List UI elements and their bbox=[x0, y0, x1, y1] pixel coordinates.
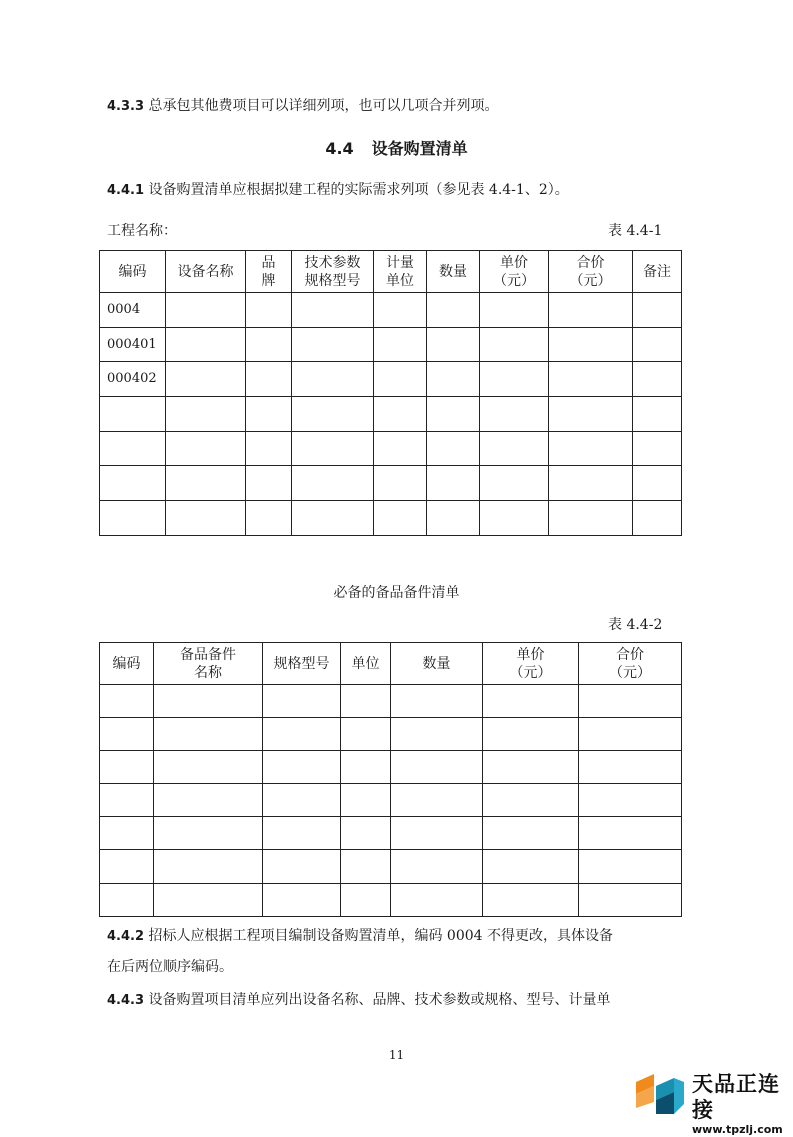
table-cell bbox=[292, 501, 374, 536]
table-cell bbox=[483, 685, 579, 718]
table-cell bbox=[549, 397, 633, 432]
table1-header-8 bbox=[633, 251, 682, 293]
table-cell bbox=[427, 431, 480, 466]
header-text: 计量 bbox=[386, 254, 414, 271]
header-text: 单位 bbox=[351, 655, 380, 672]
section-number: 4.4 bbox=[325, 139, 354, 158]
table-cell bbox=[374, 327, 427, 362]
table-cell bbox=[341, 685, 391, 718]
table-row bbox=[100, 685, 682, 718]
table-cell bbox=[263, 751, 341, 784]
clause-text: 总承包其他费项目可以详细列项，也可以几项合并列项。 bbox=[148, 98, 499, 114]
header-text: 牌 bbox=[261, 272, 276, 289]
table-cell bbox=[100, 685, 154, 718]
table1-header-2 bbox=[246, 251, 292, 293]
table-cell bbox=[633, 293, 682, 328]
section-title: 设备购置清单 bbox=[371, 139, 468, 158]
table-cell bbox=[154, 718, 263, 751]
spare-parts-table bbox=[99, 642, 682, 917]
table-cell bbox=[480, 293, 549, 328]
table-cell bbox=[166, 431, 246, 466]
clause-number: 4.4.1 bbox=[107, 183, 145, 198]
table-cell bbox=[549, 293, 633, 328]
table-cell bbox=[483, 784, 579, 817]
table-cell bbox=[483, 718, 579, 751]
header-text: 单位 bbox=[386, 272, 414, 289]
table1-header-5 bbox=[427, 251, 480, 293]
table-cell bbox=[480, 362, 549, 397]
table-cell bbox=[483, 883, 579, 916]
table-cell bbox=[166, 397, 246, 432]
header-text: 备品备件 bbox=[180, 646, 236, 663]
table-row bbox=[100, 817, 682, 850]
table-cell bbox=[292, 293, 374, 328]
header-text: （元） bbox=[569, 272, 612, 289]
page-number: 11 bbox=[388, 1048, 405, 1062]
table2-header-3 bbox=[341, 643, 391, 685]
code-cell: 0004 bbox=[100, 293, 166, 328]
header-text: 规格型号 bbox=[273, 655, 330, 672]
table-cell bbox=[391, 817, 483, 850]
table-row bbox=[100, 362, 682, 397]
header-text: 品 bbox=[261, 254, 276, 271]
table-cell bbox=[154, 817, 263, 850]
table-cell bbox=[549, 327, 633, 362]
watermark-url: www.tpzlj.com bbox=[692, 1123, 783, 1136]
header-text: 编码 bbox=[118, 263, 147, 280]
table-cell bbox=[427, 293, 480, 328]
table-cell bbox=[480, 327, 549, 362]
table-cell bbox=[579, 685, 682, 718]
table-cell bbox=[427, 501, 480, 536]
paragraph-4-4-1 bbox=[107, 180, 569, 201]
table-cell bbox=[341, 817, 391, 850]
clause-text: 设备购置清单应根据拟建工程的实际需求列项（参见表 4.4-1、2）。 bbox=[148, 182, 569, 198]
table2-header-5 bbox=[483, 643, 579, 685]
table-cell bbox=[579, 718, 682, 751]
table-cell bbox=[391, 751, 483, 784]
code-cell bbox=[100, 466, 166, 501]
table-cell bbox=[341, 850, 391, 883]
clause-number: 4.4.3 bbox=[107, 993, 145, 1008]
table-cell bbox=[633, 327, 682, 362]
table-cell bbox=[341, 718, 391, 751]
table-cell bbox=[483, 850, 579, 883]
table-cell bbox=[391, 850, 483, 883]
header-text: 合价 bbox=[576, 254, 605, 271]
table1-header-0 bbox=[100, 251, 166, 293]
table-cell bbox=[341, 784, 391, 817]
table-cell bbox=[166, 293, 246, 328]
table-cell bbox=[292, 362, 374, 397]
code-cell: 000402 bbox=[100, 362, 166, 397]
table-cell bbox=[292, 466, 374, 501]
table-row bbox=[100, 501, 682, 536]
table-cell bbox=[391, 883, 483, 916]
header-text: （元） bbox=[509, 664, 552, 681]
table-cell bbox=[549, 362, 633, 397]
table-cell bbox=[549, 501, 633, 536]
table-cell bbox=[154, 784, 263, 817]
table-cell bbox=[166, 362, 246, 397]
project-name-label: 工程名称： bbox=[107, 223, 177, 239]
table-cell bbox=[483, 751, 579, 784]
table-cell bbox=[246, 466, 292, 501]
table-cell bbox=[633, 501, 682, 536]
table-row bbox=[100, 293, 682, 328]
paragraph-4-4-2-continued: 在后两位顺序编码。 bbox=[107, 959, 233, 975]
table-cell bbox=[374, 466, 427, 501]
header-text: 备注 bbox=[643, 263, 671, 280]
table2-header-6 bbox=[579, 643, 682, 685]
table-cell bbox=[246, 362, 292, 397]
table-cell bbox=[374, 501, 427, 536]
table-cell bbox=[100, 850, 154, 883]
table-row bbox=[100, 784, 682, 817]
table2-header-2 bbox=[263, 643, 341, 685]
table-cell bbox=[549, 466, 633, 501]
code-cell bbox=[100, 501, 166, 536]
table-cell bbox=[391, 784, 483, 817]
table-cell bbox=[100, 784, 154, 817]
table-cell bbox=[292, 431, 374, 466]
table-cell bbox=[246, 431, 292, 466]
table-cell bbox=[480, 431, 549, 466]
spare-parts-table-title: 必备的备品备件清单 bbox=[333, 585, 460, 601]
table-cell bbox=[427, 466, 480, 501]
table-cell bbox=[246, 501, 292, 536]
table1-header-7 bbox=[549, 251, 633, 293]
clause-text: 招标人应根据工程项目编制设备购置清单，编码 0004 不得更改，具体设备 bbox=[148, 928, 613, 944]
header-text: 编码 bbox=[112, 655, 141, 672]
header-text: 规格型号 bbox=[304, 272, 361, 289]
header-text: 数量 bbox=[422, 655, 451, 672]
table-cell bbox=[263, 718, 341, 751]
table-row bbox=[100, 431, 682, 466]
table-row bbox=[100, 466, 682, 501]
table-cell bbox=[427, 397, 480, 432]
code-cell bbox=[100, 397, 166, 432]
table-row bbox=[100, 327, 682, 362]
table-cell bbox=[480, 397, 549, 432]
table-cell bbox=[100, 751, 154, 784]
table-cell bbox=[374, 362, 427, 397]
code-cell: 000401 bbox=[100, 327, 166, 362]
watermark-title: 天品正连接 bbox=[692, 1072, 780, 1122]
table-cell bbox=[166, 327, 246, 362]
brand-logo-icon bbox=[634, 1072, 686, 1116]
table1-header-3 bbox=[292, 251, 374, 293]
table-row bbox=[100, 718, 682, 751]
clause-number: 4.4.2 bbox=[107, 929, 145, 944]
table2-header-1 bbox=[154, 643, 263, 685]
header-text: （元） bbox=[493, 272, 535, 289]
table-cell bbox=[263, 784, 341, 817]
table-cell bbox=[579, 883, 682, 916]
clause-text: 设备购置项目清单应列出设备名称、品牌、技术参数或规格、型号、计量单 bbox=[148, 992, 611, 1008]
table-cell bbox=[549, 431, 633, 466]
table-cell bbox=[391, 685, 483, 718]
table-cell bbox=[292, 397, 374, 432]
section-heading bbox=[0, 136, 793, 159]
table-cell bbox=[427, 327, 480, 362]
table-cell bbox=[263, 817, 341, 850]
table-cell bbox=[374, 431, 427, 466]
table-cell bbox=[263, 883, 341, 916]
table-cell bbox=[154, 850, 263, 883]
table-cell bbox=[633, 362, 682, 397]
table-row bbox=[100, 397, 682, 432]
table-cell bbox=[100, 883, 154, 916]
code-cell bbox=[100, 431, 166, 466]
table-cell bbox=[246, 327, 292, 362]
table-cell bbox=[263, 685, 341, 718]
table-cell bbox=[579, 784, 682, 817]
paragraph-4-4-3 bbox=[107, 990, 610, 1011]
table-cell bbox=[154, 685, 263, 718]
table-cell bbox=[166, 501, 246, 536]
table-cell bbox=[480, 466, 549, 501]
table-cell bbox=[246, 397, 292, 432]
table1-header-6 bbox=[480, 251, 549, 293]
table-cell bbox=[579, 751, 682, 784]
table-row bbox=[100, 751, 682, 784]
header-text: （元） bbox=[609, 664, 651, 681]
table-cell bbox=[427, 362, 480, 397]
table-cell bbox=[633, 431, 682, 466]
header-text: 单价 bbox=[500, 254, 528, 271]
table-cell bbox=[246, 293, 292, 328]
table-cell bbox=[166, 466, 246, 501]
clause-number: 4.3.3 bbox=[107, 99, 145, 114]
table-cell bbox=[391, 718, 483, 751]
header-text: 合价 bbox=[616, 646, 644, 663]
table-cell bbox=[374, 397, 427, 432]
paragraph-4-4-2 bbox=[107, 926, 613, 947]
table-cell bbox=[633, 466, 682, 501]
table1-header-4 bbox=[374, 251, 427, 293]
table-cell bbox=[480, 501, 549, 536]
table-cell bbox=[154, 751, 263, 784]
header-text: 设备名称 bbox=[177, 263, 234, 280]
table-cell bbox=[374, 293, 427, 328]
header-text: 单价 bbox=[516, 646, 545, 663]
table-cell bbox=[483, 817, 579, 850]
table-cell bbox=[579, 850, 682, 883]
paragraph-4-3-3 bbox=[107, 96, 498, 117]
table-row bbox=[100, 850, 682, 883]
table-cell bbox=[100, 718, 154, 751]
table-cell bbox=[292, 327, 374, 362]
table-cell bbox=[579, 817, 682, 850]
table-cell bbox=[263, 850, 341, 883]
table-cell bbox=[633, 397, 682, 432]
table-cell bbox=[100, 817, 154, 850]
table-row bbox=[100, 883, 682, 916]
table-number-1: 表 4.4-1 bbox=[608, 223, 663, 239]
table2-header-0 bbox=[100, 643, 154, 685]
header-text: 数量 bbox=[439, 263, 467, 280]
header-text: 技术参数 bbox=[304, 254, 361, 271]
watermark bbox=[692, 1071, 793, 1137]
table-cell bbox=[341, 883, 391, 916]
table-number-2: 表 4.4-2 bbox=[608, 617, 663, 633]
table1-header-1 bbox=[166, 251, 246, 293]
table-cell bbox=[154, 883, 263, 916]
equipment-purchase-table bbox=[99, 250, 682, 536]
header-text: 名称 bbox=[194, 664, 222, 681]
table2-header-4 bbox=[391, 643, 483, 685]
table-cell bbox=[341, 751, 391, 784]
